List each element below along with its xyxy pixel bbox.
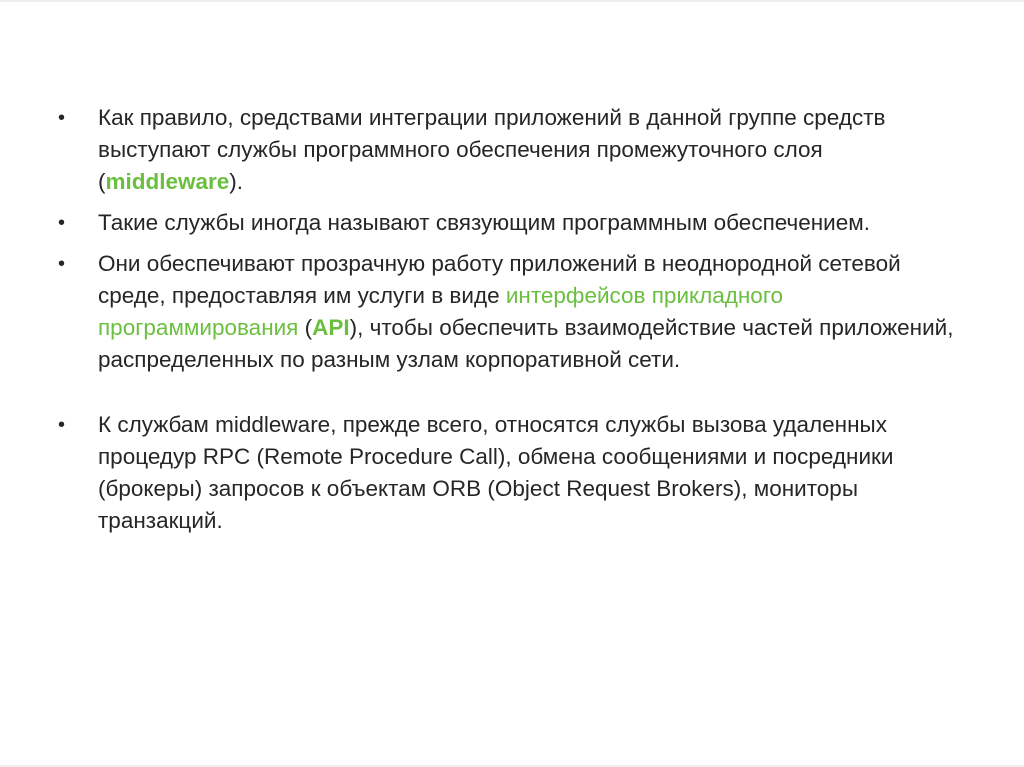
- middleware-link[interactable]: middleware: [105, 169, 230, 194]
- bullet-item-3: [56, 248, 956, 376]
- bullet-1-text-part-1: Как правило, средствами интеграции приложений в данной группе средств выступают службы программного обеспечения промежуточного слоя (: [98, 105, 886, 194]
- bullet-item-1: [56, 102, 956, 198]
- bullet-3-text-part-3: ), чтобы обеспечить взаимодействие частей приложений, распределенных по разным узлам корпоративной сети.: [98, 315, 954, 372]
- bullet-dot-icon: •: [58, 253, 66, 275]
- bullet-2-text: Такие службы иногда называют связующим программным обеспечением.: [98, 210, 870, 235]
- bullet-dot-icon: •: [58, 212, 66, 234]
- bullet-dot-icon: •: [58, 107, 66, 129]
- bullet-dot-icon: •: [58, 414, 66, 436]
- top-edge-line: [0, 0, 1024, 2]
- api-link[interactable]: API: [312, 315, 350, 340]
- bullet-3-text-part-2: (: [298, 315, 313, 340]
- bullet-3-text-part-1: Они обеспечивают прозрачную работу приложений в неоднородной сетевой среде, предоставляя им услуги в виде: [98, 251, 901, 308]
- bullet-1-text-part-2: ).: [229, 169, 244, 194]
- bullet-item-2: [56, 207, 956, 239]
- bullet-list: [56, 102, 956, 546]
- bullet-4-text: К службам middleware, прежде всего, относятся службы вызова удаленных процедур RPC (Remote Procedure Call), обмена сообщениями и посредники (брокеры) запросов к объектам ORB (Object Request Brokers), мониторы транзакций.: [98, 412, 894, 533]
- interfaces-link[interactable]: интерфейсов прикладного программирования: [98, 283, 784, 340]
- bullet-item-4: [56, 409, 956, 537]
